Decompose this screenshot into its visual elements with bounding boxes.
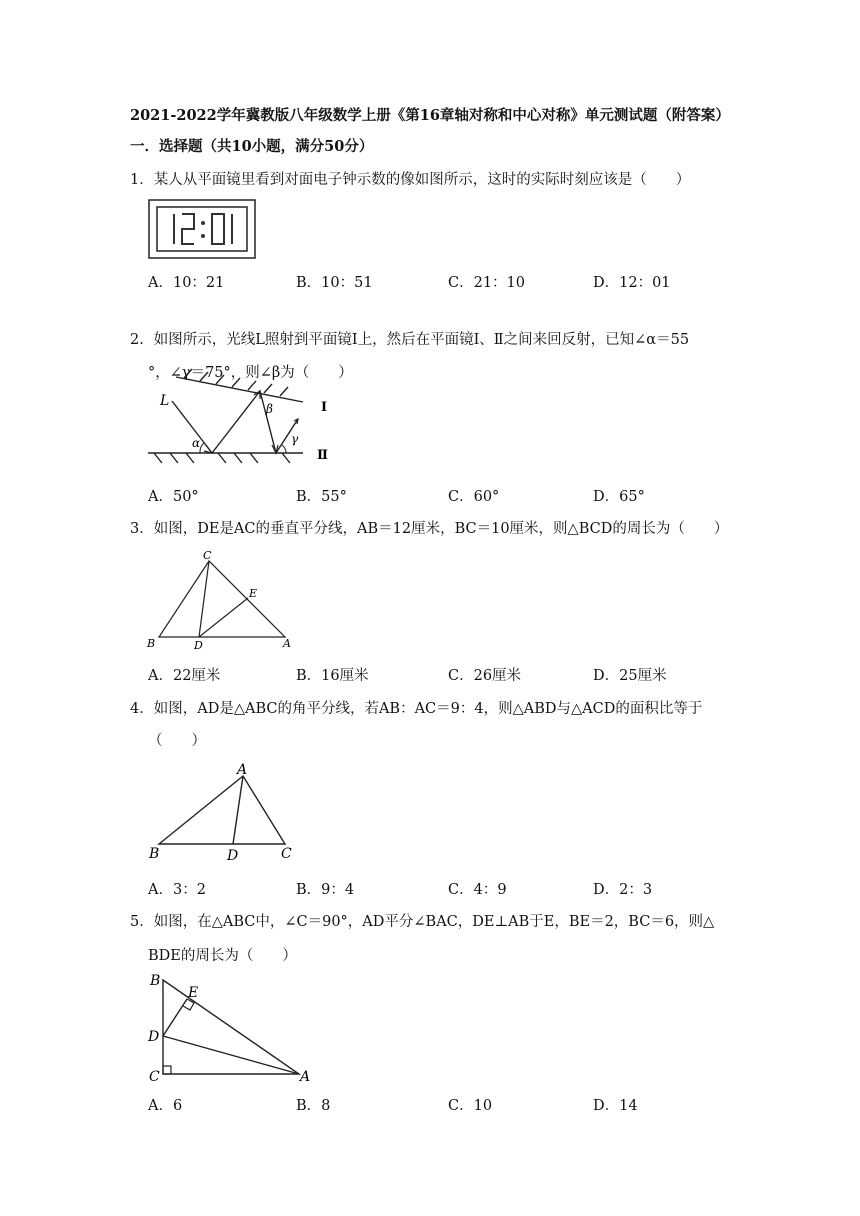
question-5-option-c[interactable]: C．10 <box>448 1098 493 1114</box>
label-D: D <box>194 639 203 650</box>
question-3-option-c[interactable]: C．26厘米 <box>448 668 522 684</box>
question-5-figure-right-triangle <box>143 970 318 1085</box>
question-5-text-line2: BDE的周长为（ ） <box>148 948 297 964</box>
question-3-option-d[interactable]: D．25厘米 <box>593 668 667 684</box>
label-C: C <box>149 1069 160 1085</box>
question-3-option-b[interactable]: B．16厘米 <box>296 668 369 684</box>
label-B: B <box>149 846 160 862</box>
question-1-text: 1．某人从平面镜里看到对面电子钟示数的像如图所示，这时的实际时刻应该是（ ） <box>130 172 691 188</box>
question-3-figure-triangle <box>145 545 295 650</box>
question-4-option-b[interactable]: B．9：4 <box>296 882 355 898</box>
label-gamma: γ <box>291 432 299 446</box>
question-2-text-line2: °，∠γ＝75°，则∠β为（ ） <box>148 365 353 381</box>
question-4-option-c[interactable]: C．4：9 <box>448 882 507 898</box>
question-1-option-d[interactable]: D．12：01 <box>593 275 671 291</box>
question-1-option-b[interactable]: B．10：51 <box>296 275 373 291</box>
question-2-option-d[interactable]: D．65° <box>593 489 645 505</box>
question-4-option-a[interactable]: A．3：2 <box>148 882 206 898</box>
question-1-option-a[interactable]: A．10：21 <box>148 275 225 291</box>
question-5-text-line1: 5．如图，在△ABC中，∠C＝90°，AD平分∠BAC，DE⊥AB于E，BE＝2，BC＝6，则△ <box>130 914 715 930</box>
label-mirror-1: Ⅰ <box>321 400 328 415</box>
question-2-option-c[interactable]: C．60° <box>448 489 500 505</box>
label-mirror-2: Ⅱ <box>317 448 328 463</box>
label-A: A <box>283 637 291 650</box>
question-5-option-b[interactable]: B．8 <box>296 1098 331 1114</box>
label-alpha: α <box>192 436 201 450</box>
question-2-figure-mirrors <box>148 365 338 470</box>
question-1-option-c[interactable]: C．21：10 <box>448 275 525 291</box>
label-A: A <box>300 1069 311 1085</box>
label-B: B <box>147 637 156 650</box>
label-C: C <box>281 846 292 862</box>
question-5-option-a[interactable]: A．6 <box>148 1098 183 1114</box>
label-L: L <box>160 393 170 409</box>
label-B: B <box>150 973 161 989</box>
label-beta: β <box>266 402 273 416</box>
question-1-figure-clock <box>148 199 256 259</box>
question-4-option-d[interactable]: D．2：3 <box>593 882 653 898</box>
label-E: E <box>249 587 258 600</box>
question-5-option-d[interactable]: D．14 <box>593 1098 638 1114</box>
label-E: E <box>188 985 199 1001</box>
question-2-option-b[interactable]: B．55° <box>296 489 347 505</box>
question-2-option-a[interactable]: A．50° <box>148 489 199 505</box>
label-D: D <box>227 848 239 862</box>
question-4-text-line1: 4．如图，AD是△ABC的角平分线，若AB：AC＝9：4，则△ABD与△ACD的面积比等于 <box>130 701 703 717</box>
document-title: 2021-2022学年冀教版八年级数学上册《第16章轴对称和中心对称》单元测试题（附答案） <box>130 107 730 124</box>
question-3-text: 3．如图，DE是AC的垂直平分线，AB＝12厘米，BC＝10厘米，则△BCD的周长为（ ） <box>130 521 729 537</box>
question-4-figure-triangle <box>145 762 305 862</box>
question-2-text-line1: 2．如图所示，光线L照射到平面镜I上，然后在平面镜Ⅰ、Ⅱ之间来回反射，已知∠α＝55 <box>130 332 690 348</box>
question-3-option-a[interactable]: A．22厘米 <box>148 668 221 684</box>
label-C: C <box>203 549 212 562</box>
label-A: A <box>237 762 248 778</box>
label-D: D <box>148 1029 160 1045</box>
question-4-text-line2: （ ） <box>148 733 206 749</box>
section-heading: 一．选择题（共10小题，满分50分） <box>130 138 374 155</box>
